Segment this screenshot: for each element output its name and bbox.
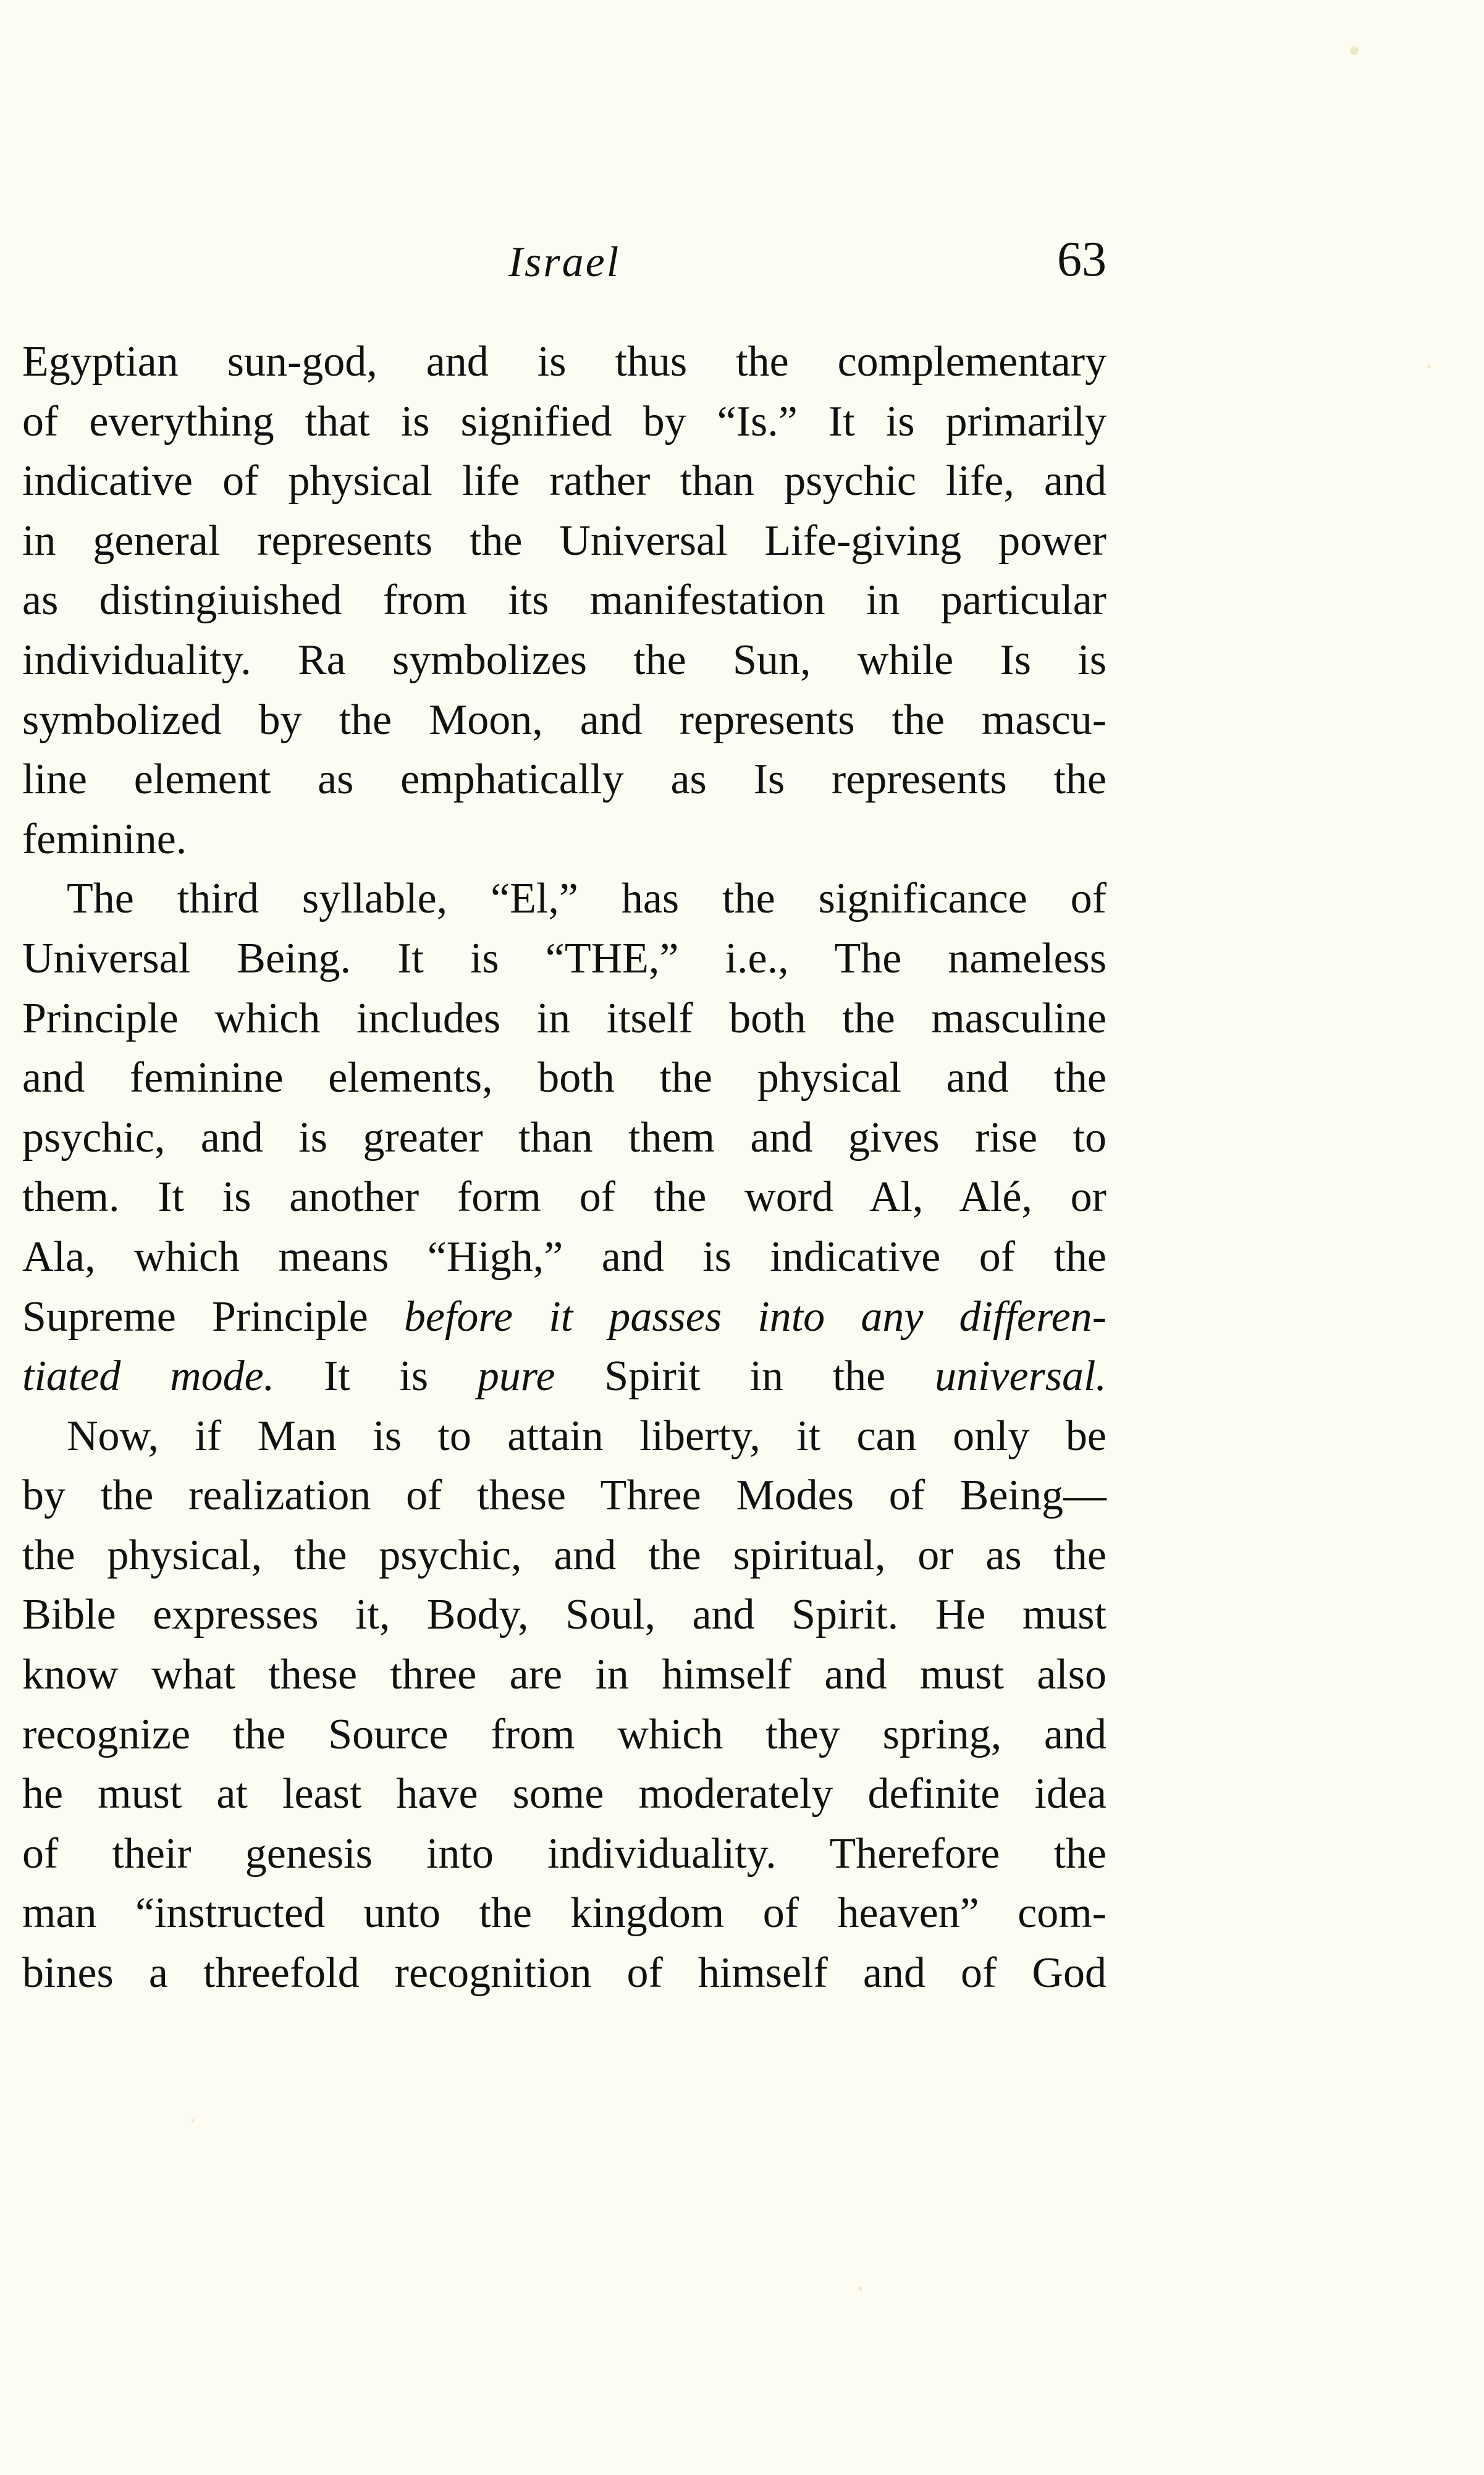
page-header: [22, 229, 1107, 297]
text-line: man “instructed unto the kingdom of heaven” com-: [22, 1889, 1107, 1937]
text-line: Ala, which means “High,” and is indicative of the: [22, 1233, 1107, 1281]
italic-text: tiated mode.: [22, 1352, 275, 1401]
text-line: Bible expresses it, Body, Soul, and Spirit. He must: [22, 1591, 1107, 1639]
text-line: know what these three are in himself and must also: [22, 1651, 1107, 1699]
text-line: Universal Being. It is “THE,” i.e., The nameless: [22, 934, 1107, 982]
paragraph-start-line: The third syllable, “El,” has the significance of: [67, 875, 1107, 923]
text-line: of everything that is signified by “Is.” It is primarily: [22, 397, 1107, 445]
text-line: bines a threefold recognition of himself and of God: [22, 1949, 1107, 1997]
page-number: 63: [1057, 232, 1107, 287]
italic-text: before it passes into any differen-: [403, 1292, 1107, 1341]
text-line: Principle which includes in itself both the masculine: [22, 994, 1107, 1042]
text-line: feminine.: [22, 815, 187, 863]
paragraph-start-line: Now, if Man is to attain liberty, it can only be: [67, 1412, 1107, 1460]
text-line: by the realization of these Three Modes of Being—: [22, 1472, 1107, 1520]
running-head: Israel: [508, 238, 621, 286]
paper-speck: [192, 2119, 195, 2122]
text-line: individuality. Ra symbolizes the Sun, while Is is: [22, 636, 1107, 684]
paper-speck: [859, 2286, 862, 2292]
text-line: symbolized by the Moon, and represents the mascu-: [22, 696, 1107, 744]
text-line: as distingiuished from its manifestation in particular: [22, 576, 1107, 625]
text-line: and feminine elements, both the physical and the: [22, 1054, 1107, 1102]
italic-text: universal.: [934, 1352, 1107, 1401]
text-line: tiated mode. It is pure Spirit in the universal.: [22, 1352, 1107, 1401]
italic-text: pure: [477, 1352, 555, 1401]
text-line: in general represents the Universal Life-giving power: [22, 517, 1107, 565]
paper-speck: [1427, 365, 1431, 368]
text-line: the physical, the psychic, and the spiritual, or as the: [22, 1531, 1107, 1579]
text-line: them. It is another form of the word Al, Alé, or: [22, 1173, 1107, 1221]
text-line: indicative of physical life rather than psychic life, and: [22, 457, 1107, 505]
paper-speck: [1350, 46, 1359, 55]
text-line: recognize the Source from which they spring, and: [22, 1710, 1107, 1758]
text-line: of their genesis into individuality. Therefore the: [22, 1829, 1107, 1878]
text-line: Supreme Principle before it passes into any differen-: [22, 1292, 1107, 1341]
text-line: psychic, and is greater than them and gives rise to: [22, 1113, 1107, 1162]
body-text: [22, 332, 1107, 2004]
text-line: line element as emphatically as Is represents the: [22, 756, 1107, 804]
text-line: Egyptian sun-god, and is thus the complementary: [22, 338, 1107, 386]
text-line: he must at least have some moderately definite idea: [22, 1770, 1107, 1818]
